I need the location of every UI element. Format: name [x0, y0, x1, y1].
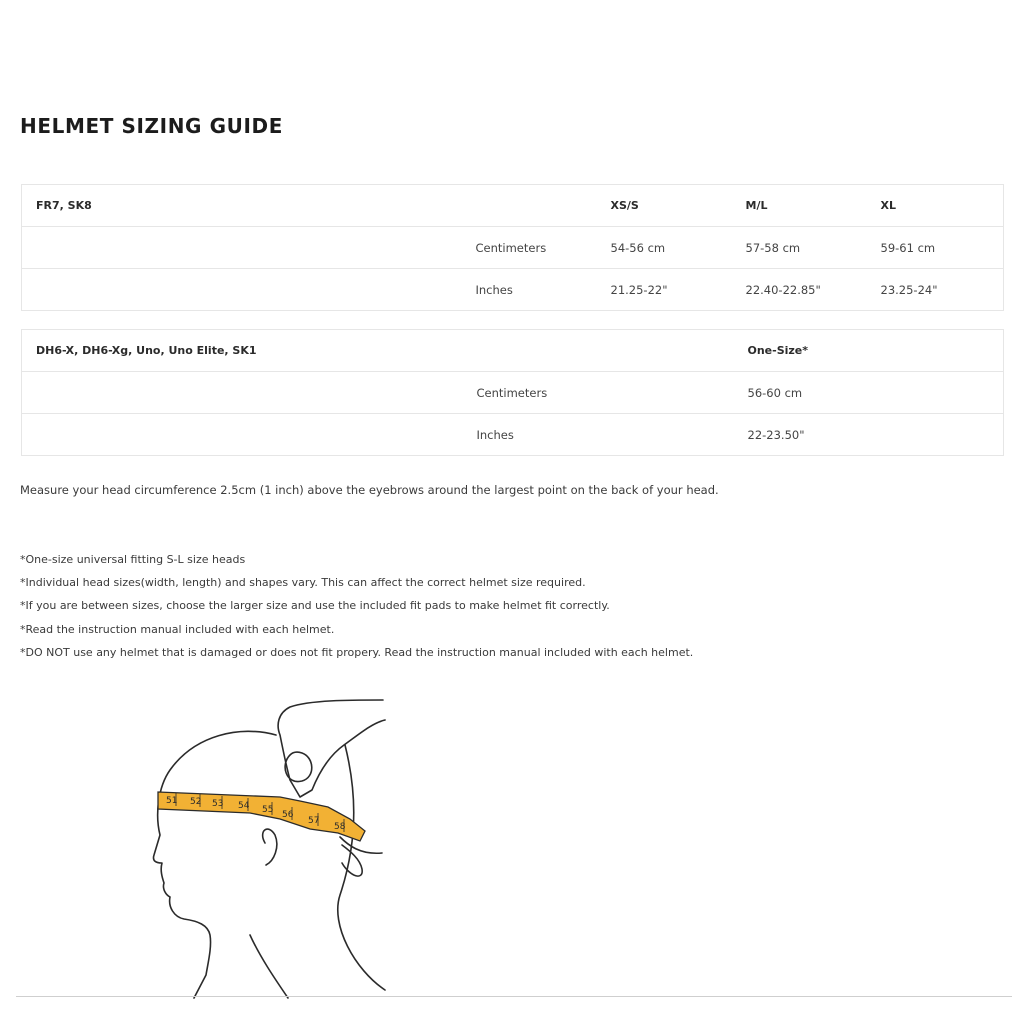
- table-row: [22, 414, 1004, 456]
- table-cell: 23.25-24": [881, 269, 1004, 311]
- model-names: FR7, SK8: [22, 185, 476, 227]
- page-title: HELMET SIZING GUIDE: [20, 114, 283, 138]
- size-header-xl: XL: [881, 185, 1004, 227]
- note-item: *If you are between sizes, choose the larger size and use the included fit pads to make helmet fit correctly.: [20, 599, 610, 613]
- table-header-row: [22, 330, 1004, 372]
- unit-label: Inches: [477, 414, 748, 456]
- tape-mark-label: 58: [334, 822, 346, 832]
- table-cell: 57-58 cm: [746, 227, 881, 269]
- tape-mark-label: 57: [308, 816, 320, 826]
- size-header-m-l: M/L: [746, 185, 881, 227]
- ear-outline: [263, 829, 277, 865]
- unit-label: Centimeters: [476, 227, 611, 269]
- note-item: *Read the instruction manual included with each helmet.: [20, 622, 335, 636]
- table-cell: 56-60 cm: [748, 372, 1004, 414]
- divider: [16, 996, 1012, 997]
- unit-label: Centimeters: [477, 372, 748, 414]
- table-row: [22, 269, 1004, 311]
- table-row: [22, 372, 1004, 414]
- tape-mark-label: 55: [262, 805, 274, 815]
- unit-label: Inches: [476, 269, 611, 311]
- note-item: *DO NOT use any helmet that is damaged or does not fit propery. Read the instruction manual included with each helmet.: [20, 645, 694, 659]
- table-header-row: [22, 185, 1004, 227]
- table-cell: 59-61 cm: [881, 227, 1004, 269]
- table-cell: 54-56 cm: [611, 227, 746, 269]
- head-measurement-illustration: [150, 695, 390, 1000]
- tape-mark-label: 53: [212, 799, 224, 809]
- tape-mark-label: 51: [166, 796, 178, 806]
- tape-mark-label: 52: [190, 797, 202, 807]
- hand-outline: [278, 700, 385, 797]
- table-cell: 21.25-22": [611, 269, 746, 311]
- size-header-one-size: One-Size*: [748, 330, 1004, 372]
- table-cell: 22-23.50": [748, 414, 1004, 456]
- finger-loop: [285, 752, 312, 781]
- size-table-fr7-sk8: [21, 184, 1004, 311]
- size-header-xs-s: XS/S: [611, 185, 746, 227]
- size-table-dh6-uno-sk1: [21, 329, 1004, 456]
- model-names: DH6-X, DH6-Xg, Uno, Uno Elite, SK1: [22, 330, 477, 372]
- measure-instruction: Measure your head circumference 2.5cm (1 inch) above the eyebrows around the largest point on the back of your head.: [20, 483, 719, 497]
- neck-line: [250, 935, 288, 998]
- sizing-notes: [20, 552, 693, 668]
- head-outline: [153, 731, 276, 998]
- tape-mark-label: 56: [282, 810, 294, 820]
- table-row: [22, 227, 1004, 269]
- table-cell: 22.40-22.85": [746, 269, 881, 311]
- measuring-tape: [158, 792, 365, 841]
- note-item: *Individual head sizes(width, length) and shapes vary. This can affect the correct helmet size required.: [20, 576, 586, 590]
- tape-mark-label: 54: [238, 801, 250, 811]
- note-item: *One-size universal fitting S-L size heads: [20, 553, 246, 566]
